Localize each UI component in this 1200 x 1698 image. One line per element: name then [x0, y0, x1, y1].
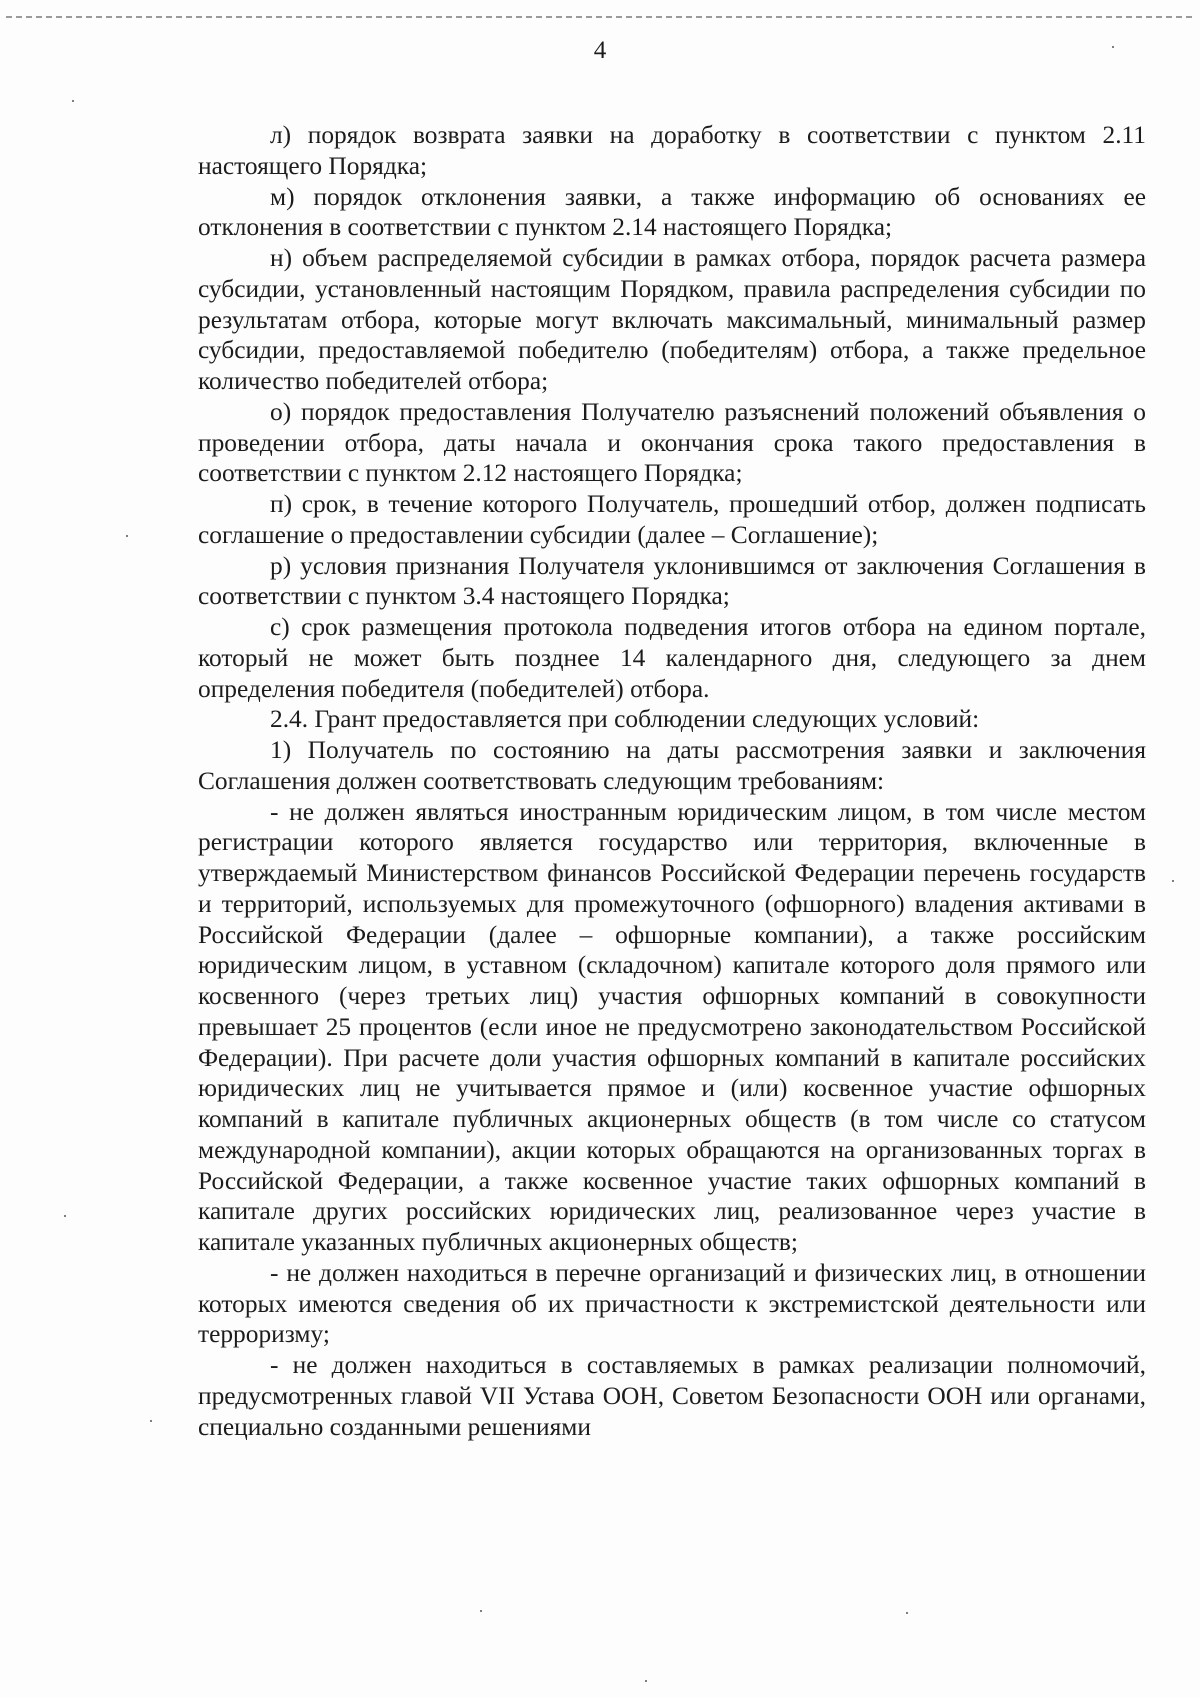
- paragraph-m: м) порядок отклонения заявки, а также информацию об основаниях ее отклонения в соответствии с пунктом 2.14 настоящего Порядка;: [198, 182, 1146, 242]
- scan-speck: [645, 1680, 647, 1682]
- paragraph-s: с) срок размещения протокола подведения итогов отбора на едином портале, который не может быть позднее 14 календарного дня, следующего за днем определения победителя (победителей) отбора.: [198, 613, 1146, 703]
- scan-speck: [64, 1215, 66, 1217]
- paragraph-requirement-un: - не должен находиться в составляемых в рамках реализации полномочий, предусмотренных главой VII Устава ООН, Советом Безопасности ООН или органами, специально созданными решениями: [198, 1351, 1146, 1441]
- paragraph-r: р) условия признания Получателя уклонившимся от заключения Соглашения в соответствии с пунктом 3.4 настоящего Порядка;: [198, 551, 1146, 611]
- page-number: 4: [593, 37, 607, 64]
- scan-speck: [72, 100, 74, 102]
- paragraph-p: п) срок, в течение которого Получатель, прошедший отбор, должен подписать соглашение о предоставлении субсидии (далее – Соглашение);: [198, 490, 1146, 549]
- scan-speck: [150, 1420, 152, 1422]
- scan-speck: [480, 1610, 482, 1612]
- paragraph-n: н) объем распределяемой субсидии в рамках отбора, порядок расчета размера субсидии, установленный настоящим Порядком, правила распределения субсидии по результатам отбора, которые могут включать максимальный, минимальный размер субсидии, предоставляемой победителю (победителям) отбора, а также предельное количество победителей отбора;: [198, 244, 1146, 395]
- paragraph-requirement-extremism: - не должен находиться в перечне организаций и физических лиц, в отношении которых имеются сведения об их причастности к экстремистской деятельности или терроризму;: [198, 1258, 1146, 1349]
- scan-edge-line: [6, 16, 1192, 18]
- scan-speck: [1172, 880, 1174, 882]
- document-body: [198, 120, 1146, 1442]
- scan-speck: [1112, 46, 1114, 48]
- paragraph-condition-1: 1) Получатель по состоянию на даты рассмотрения заявки и заключения Соглашения должен соответствовать следующим требованиям:: [198, 736, 1146, 795]
- paragraph-l: л) порядок возврата заявки на доработку в соответствии с пунктом 2.11 настоящего Порядка;: [198, 121, 1146, 180]
- paragraph-requirement-offshore: - не должен являться иностранным юридическим лицом, в том числе местом регистрации которого является государство или территория, включенные в утверждаемый Министерством финансов Российской Федерации перечень государств и территорий, используемых для промежуточного (офшорного) владения активами в Российской Федерации (далее – офшорные компании), а также российским юридическим лицом, в уставном (складочном) капитале которого доля прямого или косвенного (через третьих лиц) участия офшорных компаний в совокупности превышает 25 процентов (если иное не предусмотрено законодательством Российской Федерации). При расчете доли участия офшорных компаний в капитале российских юридических лиц не учитывается прямое и (или) косвенное участие офшорных компаний в капитале публичных акционерных обществ (в том числе со статусом международной компании), акции которых обращаются на организованных торгах в Российской Федерации, а также косвенное участие таких офшорных компаний в капитале других российских юридических лиц, реализованное через участие в капитале указанных публичных акционерных обществ;: [198, 797, 1146, 1256]
- paragraph-o: о) порядок предоставления Получателю разъяснений положений объявления о проведении отбора, даты начала и окончания срока такого предоставления в соответствии с пунктом 2.12 настоящего Порядка;: [198, 397, 1146, 488]
- paragraph-2-4: 2.4. Грант предоставляется при соблюдении следующих условий:: [270, 705, 980, 734]
- scan-speck: [126, 535, 128, 537]
- scan-speck: [906, 1612, 908, 1614]
